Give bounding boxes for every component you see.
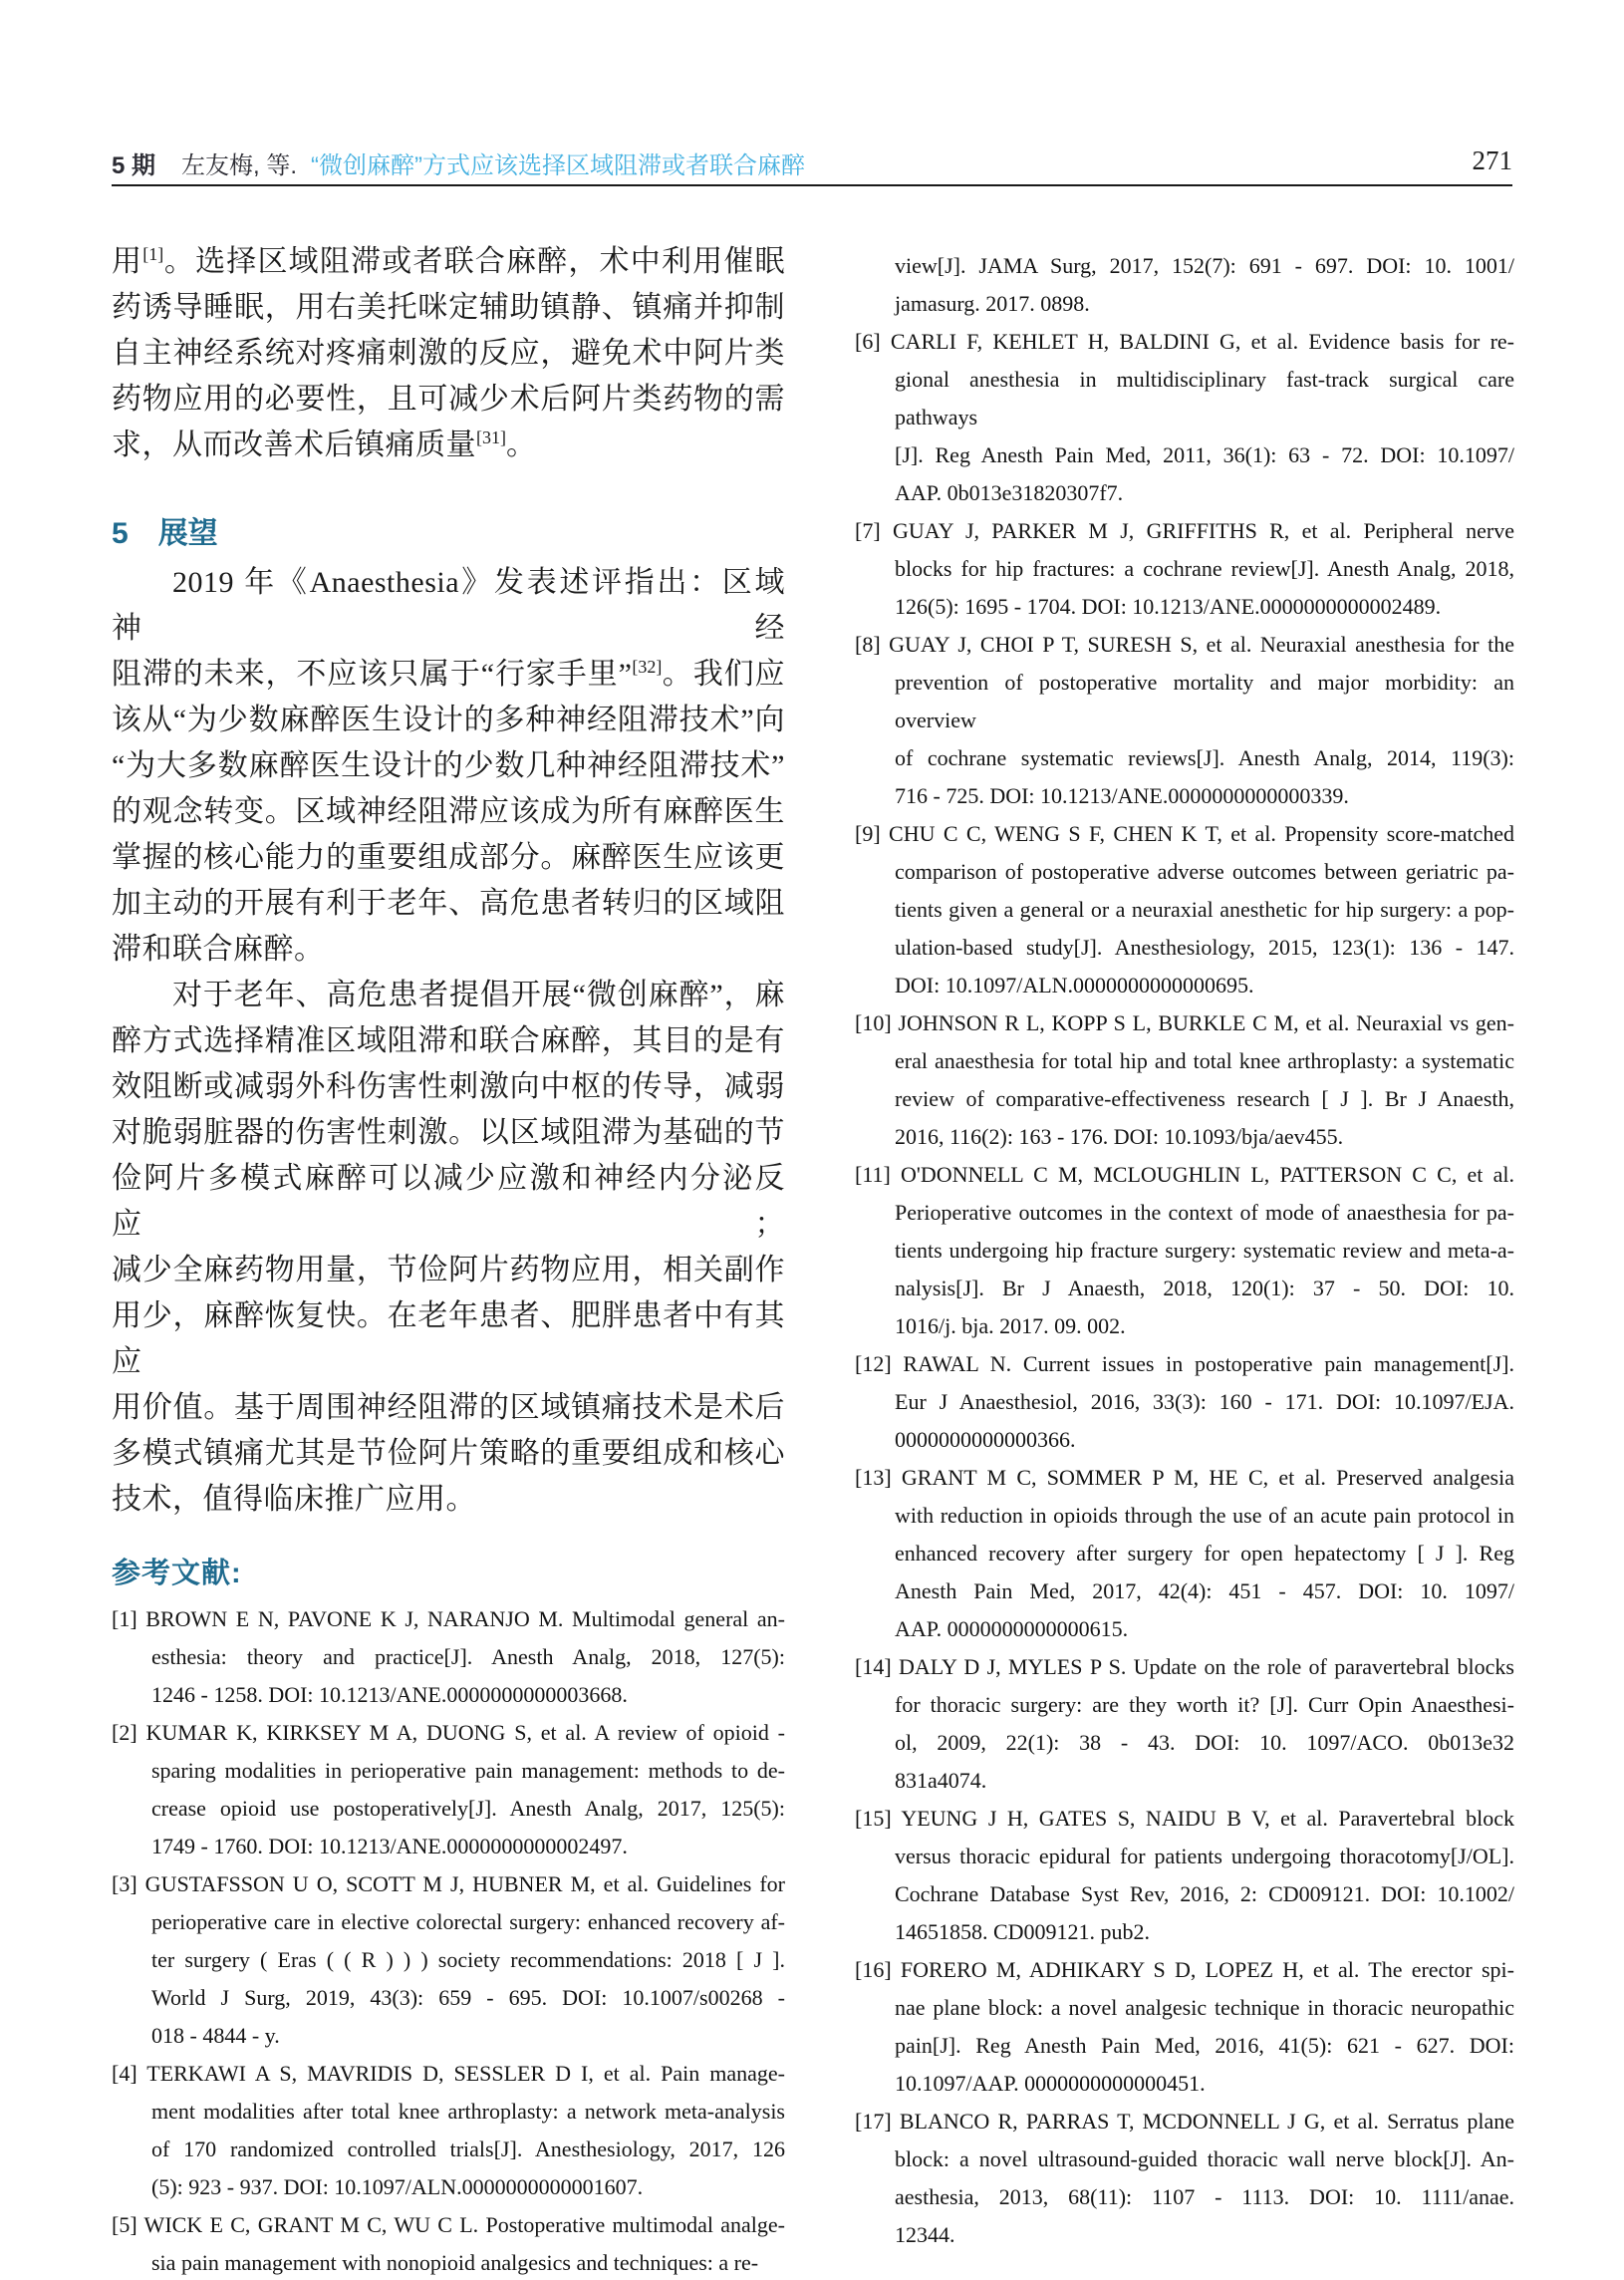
text-line: 用价值。基于周围神经阻滞的区域镇痛技术是术后 — [112, 1391, 785, 1424]
text-line: 自主神经系统对疼痛刺激的反应，避免术中阿片类 — [112, 337, 785, 370]
text-line: 对脆弱脏器的伤害性刺激。以区域阻滞为基础的节 — [112, 1116, 785, 1149]
text-line: 多模式镇痛尤其是节俭阿片策略的重要组成和核心 — [112, 1437, 785, 1470]
section-heading — [112, 508, 785, 548]
reference-line: World J Surg, 2019, 43(3): 659 - 695. DOI: 10.1007/s00268 - — [151, 1985, 785, 2010]
reference-line: ment modalities after total knee arthroplasty: a network meta-analysis — [151, 2099, 785, 2124]
reference-item — [855, 1459, 1514, 1648]
reference-line: [3] GUSTAFSSON U O, SCOTT M J, HUBNER M, et al. Guidelines for — [112, 1871, 785, 1896]
body-paragraph — [112, 560, 785, 973]
reference-item — [112, 1865, 785, 2055]
reference-line: crease opioid use postoperatively[J]. Anesth Analg, 2017, 125(5): — [151, 1796, 785, 1821]
text-line: 药诱导睡眠，用右美托咪定辅助镇静、镇痛并抑制 — [112, 291, 785, 324]
reference-line: ter surgery ( Eras ( ( R ) ) ) society recommendations: 2018 [ J ]. — [151, 1947, 785, 1972]
reference-line: of 170 randomized controlled trials[J]. Anesthesiology, 2017, 126 — [151, 2137, 785, 2161]
reference-line: [15] YEUNG J H, GATES S, NAIDU B V, et al. Paravertebral block — [855, 1806, 1514, 1831]
body-paragraph — [112, 973, 785, 1523]
reference-continuation — [855, 247, 1514, 323]
reference-item — [855, 323, 1514, 512]
reference-line: [9] CHU C C, WENG S F, CHEN K T, et al. Propensity score-matched — [855, 821, 1514, 846]
reference-item — [855, 1951, 1514, 2103]
reference-line: pain[J]. Reg Anesth Pain Med, 2016, 41(5): 621 - 627. DOI: — [895, 2033, 1514, 2058]
text-line: “为大多数麻醉医生设计的少数几种神经阻滞技术” — [112, 749, 785, 782]
reference-line: [J]. Reg Anesth Pain Med, 2011, 36(1): 63 - 72. DOI: 10.1097/ — [895, 442, 1514, 467]
reference-line: with reduction in opioids through the use of an acute pain protocol in — [895, 1503, 1514, 1528]
text-line: 药物应用的必要性，且可减少术后阿片类药物的需 — [112, 383, 785, 416]
text-line: 求，从而改善术后镇痛质量[31]。 — [112, 428, 537, 461]
reference-line: [1] BROWN E N, PAVONE K J, NARANJO M. Multimodal general an- — [112, 1606, 785, 1631]
reference-line: prevention of postoperative mortality and major morbidity: an overview — [895, 670, 1514, 732]
text-line: 用少，麻醉恢复快。在老年患者、肥胖患者中有其应 — [112, 1299, 785, 1378]
reference-item — [855, 2103, 1514, 2254]
reference-line: review of comparative-effectiveness research [ J ]. Br J Anaesth, — [895, 1086, 1514, 1111]
section-number: 5 — [112, 517, 129, 550]
reference-line: AAP. 0000000000000615. — [895, 1616, 1129, 1641]
reference-line: 018 - 4844 - y. — [151, 2023, 280, 2048]
reference-line: [5] WICK E C, GRANT M C, WU C L. Postoperative multimodal analge- — [112, 2212, 785, 2237]
header-article-title: “微创麻醉”方式应该选择区域阻滞或者联合麻醉 — [311, 152, 806, 179]
reference-line: aesthesia, 2013, 68(11): 1107 - 1113. DOI: 10. 1111/anae. — [895, 2184, 1514, 2209]
reference-line: [14] DALY D J, MYLES P S. Update on the role of paravertebral blocks — [855, 1654, 1514, 1679]
reference-line: block: a novel ultrasound-guided thoracic wall nerve block[J]. An- — [895, 2146, 1514, 2171]
text-line: 用[1]。选择区域阻滞或者联合麻醉，术中利用催眠 — [112, 244, 786, 278]
header-left — [112, 145, 805, 180]
reference-item — [112, 2055, 785, 2206]
reference-line: sparing modalities in perioperative pain management: methods to de- — [151, 1758, 785, 1783]
text-line: 俭阿片多模式麻醉可以减少应激和神经内分泌反应； — [112, 1162, 785, 1241]
reference-item — [855, 1345, 1514, 1459]
reference-line: [17] BLANCO R, PARRAS T, MCDONNELL J G, et al. Serratus plane — [855, 2109, 1514, 2134]
reference-line: comparison of postoperative adverse outcomes between geriatric pa- — [895, 859, 1514, 884]
reference-line: 0000000000000366. — [895, 1427, 1076, 1452]
reference-line: perioperative care in elective colorectal surgery: enhanced recovery af- — [151, 1909, 785, 1934]
text-line: 阻滞的未来，不应该只属于“行家手里”[32]。我们应 — [112, 657, 785, 691]
reference-line: (5): 923 - 937. DOI: 10.1097/ALN.0000000000001607. — [151, 2174, 644, 2199]
reference-item — [855, 1800, 1514, 1951]
reference-line: for thoracic surgery: are they worth it? [J]. Curr Opin Anaesthesi- — [895, 1692, 1514, 1717]
issue-number: 5 期 — [112, 152, 156, 179]
text-line: 技术，值得临床推广应用。 — [112, 1483, 476, 1516]
reference-item — [855, 1156, 1514, 1345]
reference-line: DOI: 10.1097/ALN.0000000000000695. — [895, 973, 1254, 998]
reference-line: 126(5): 1695 - 1704. DOI: 10.1213/ANE.0000000000002489. — [895, 594, 1442, 619]
reference-item — [112, 2206, 785, 2280]
reference-line: [8] GUAY J, CHOI P T, SURESH S, et al. Neuraxial anesthesia for the — [855, 632, 1514, 657]
reference-line: Anesth Pain Med, 2017, 42(4): 451 - 457. DOI: 10. 1097/ — [895, 1578, 1514, 1603]
text-line: 2019 年《Anaesthesia》发表述评指出：区域神经 — [112, 566, 785, 645]
reference-item — [855, 815, 1514, 1004]
references-list-right — [855, 323, 1514, 2254]
references-heading: 参考文献: — [112, 1558, 242, 1589]
reference-line: 1016/j. bja. 2017. 09. 002. — [895, 1313, 1126, 1338]
page-header — [112, 145, 1512, 186]
reference-line: tients undergoing hip fracture surgery: systematic review and meta-a- — [895, 1238, 1514, 1263]
reference-line: [10] JOHNSON R L, KOPP S L, BURKLE C M, et al. Neuraxial vs gen- — [855, 1010, 1514, 1035]
header-authors: 左友梅, 等. — [181, 152, 298, 179]
text-line: view[J]. JAMA Surg, 2017, 152(7): 691 - 697. DOI: 10. 1001/ — [895, 253, 1514, 278]
reference-item — [112, 1600, 785, 1714]
reference-line: versus thoracic epidural for patients undergoing thoracotomy[J/OL]. — [895, 1844, 1514, 1868]
reference-line: gional anesthesia in multidisciplinary fast-track surgical care pathways — [895, 367, 1514, 429]
text-line: 醉方式选择精准区域阻滞和联合麻醉，其目的是有 — [112, 1024, 785, 1057]
left-column — [112, 239, 785, 2280]
reference-line: 14651858. CD009121. pub2. — [895, 1919, 1151, 1944]
reference-item — [855, 1648, 1514, 1800]
reference-line: ol, 2009, 22(1): 38 - 43. DOI: 10. 1097/ACO. 0b013e32 — [895, 1730, 1514, 1755]
reference-line: blocks for hip fractures: a cochrane review[J]. Anesth Analg, 2018, — [895, 556, 1514, 581]
reference-line: [16] FORERO M, ADHIKARY S D, LOPEZ H, et al. The erector spi- — [855, 1957, 1514, 1982]
reference-line: [4] TERKAWI A S, MAVRIDIS D, SESSLER D I, et al. Pain manage- — [112, 2061, 785, 2086]
text-line: 掌握的核心能力的重要组成部分。麻醉医生应该更 — [112, 841, 785, 874]
reference-line: 12344. — [895, 2222, 955, 2247]
right-column — [855, 247, 1514, 2254]
reference-line: Perioperative outcomes in the context of mode of anaesthesia for pa- — [895, 1200, 1514, 1225]
reference-line: of cochrane systematic reviews[J]. Anesth Analg, 2014, 119(3): — [895, 745, 1514, 770]
reference-line: 1246 - 1258. DOI: 10.1213/ANE.0000000000003668. — [151, 1682, 628, 1707]
text-line: jamasurg. 2017. 0898. — [895, 291, 1090, 316]
reference-line: esthesia: theory and practice[J]. Anesth Analg, 2018, 127(5): — [151, 1644, 785, 1669]
page-number: 271 — [1472, 145, 1512, 175]
text-line: 效阻断或减弱外科伤害性刺激向中枢的传导，减弱 — [112, 1070, 785, 1103]
text-line: 减少全麻药物用量，节俭阿片药物应用，相关副作 — [112, 1254, 785, 1286]
reference-line: 1749 - 1760. DOI: 10.1213/ANE.0000000000002497. — [151, 1834, 628, 1858]
references-list-left — [112, 1600, 785, 2280]
reference-line: [12] RAWAL N. Current issues in postoperative pain management[J]. — [855, 1351, 1514, 1376]
reference-line: eral anaesthesia for total hip and total knee arthroplasty: a systematic — [895, 1048, 1514, 1073]
text-line: 该从“为少数麻醉医生设计的多种神经阻滞技术”向 — [112, 704, 785, 736]
reference-line: nae plane block: a novel analgesic technique in thoracic neuropathic — [895, 1995, 1514, 2020]
reference-line: [11] O'DONNELL C M, MCLOUGHLIN L, PATTERSON C C, et al. — [855, 1162, 1514, 1187]
reference-line: 716 - 725. DOI: 10.1213/ANE.0000000000000339. — [895, 783, 1349, 808]
reference-line: [13] GRANT M C, SOMMER P M, HE C, et al. Preserved analgesia — [855, 1465, 1514, 1490]
text-line: 加主动的开展有利于老年、高危患者转归的区域阻 — [112, 887, 785, 920]
reference-line: sia pain management with nonopioid analgesics and techniques: a re- — [151, 2250, 759, 2275]
reference-line: enhanced recovery after surgery for open hepatectomy [ J ]. Reg — [895, 1541, 1514, 1566]
text-line: 滞和联合麻醉。 — [112, 933, 325, 966]
reference-line: [7] GUAY J, PARKER M J, GRIFFITHS R, et al. Peripheral nerve — [855, 518, 1514, 543]
reference-line: 2016, 116(2): 163 - 176. DOI: 10.1093/bja/aev455. — [895, 1124, 1344, 1149]
reference-line: ulation-based study[J]. Anesthesiology, 2015, 123(1): 136 - 147. — [895, 935, 1514, 960]
reference-line: Cochrane Database Syst Rev, 2016, 2: CD009121. DOI: 10.1002/ — [895, 1881, 1514, 1906]
text-line: 的观念转变。区域神经阻滞应该成为所有麻醉医生 — [112, 795, 785, 828]
reference-line: Eur J Anaesthesiol, 2016, 33(3): 160 - 171. DOI: 10.1097/EJA. — [895, 1389, 1514, 1414]
reference-line: [6] CARLI F, KEHLET H, BALDINI G, et al. Evidence basis for re- — [855, 329, 1514, 354]
reference-line: [2] KUMAR K, KIRKSEY M A, DUONG S, et al. A review of opioid - — [112, 1720, 785, 1745]
reference-line: nalysis[J]. Br J Anaesth, 2018, 120(1): 37 - 50. DOI: 10. — [895, 1276, 1514, 1300]
reference-line: 10.1097/AAP. 0000000000000451. — [895, 2071, 1206, 2096]
reference-item — [855, 626, 1514, 815]
text-line: 对于老年、高危患者提倡开展“微创麻醉”，麻 — [172, 979, 785, 1011]
reference-item — [112, 1714, 785, 1865]
reference-item — [855, 512, 1514, 626]
reference-line: tients given a general or a neuraxial anesthetic for hip surgery: a pop- — [895, 897, 1514, 922]
reference-line: AAP. 0b013e31820307f7. — [895, 480, 1124, 505]
reference-item — [855, 1004, 1514, 1156]
body-paragraph-continuation — [112, 239, 785, 468]
reference-line: 831a4074. — [895, 1768, 987, 1793]
section-title: 展望 — [157, 517, 218, 550]
